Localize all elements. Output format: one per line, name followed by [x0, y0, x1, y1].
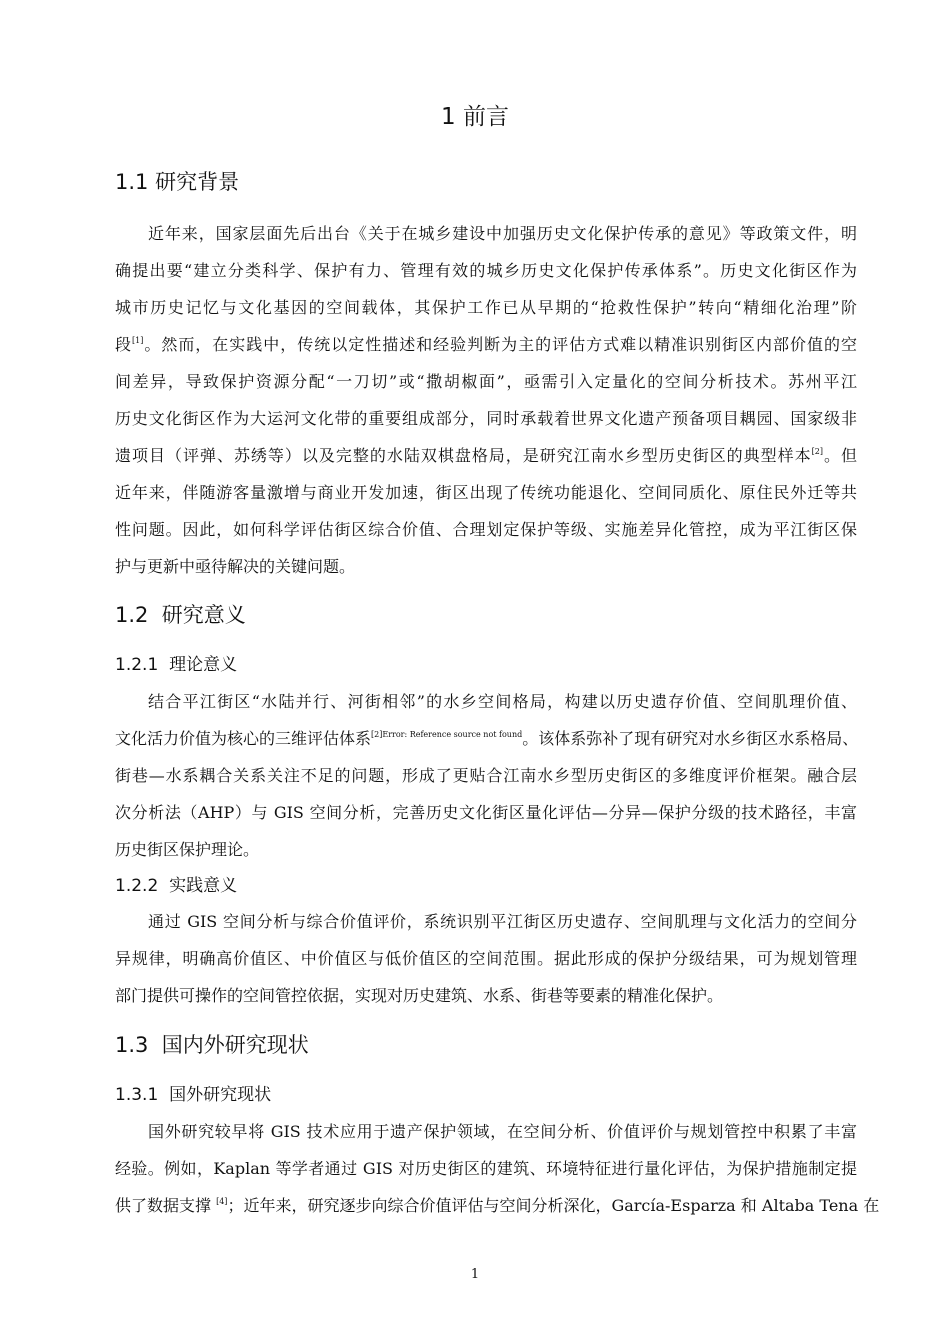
page-number: 1 [470, 1267, 480, 1282]
paragraph-line: 近年来，国家层面先后出台《关于在城乡建设中加强历史文化保护传承的意见》等政策文件，明 [148, 224, 857, 243]
paragraph-line: 部门提供可操作的空间管控依据，实现对历史建筑、水系、街巷等要素的精准化保护。 [115, 986, 724, 1005]
section-heading-1-2: 1.2 研究意义 [115, 603, 246, 627]
paragraph-line: 经验。例如，Kaplan 等学者通过 GIS 对历史街区的建筑、环境特征进行量化评估，为保护措施制定提 [115, 1159, 857, 1178]
citation-marker: [2]Error: Reference source not found [371, 730, 523, 739]
text-run: 供了数据支撑 [115, 1196, 217, 1215]
paragraph-line: 结合平江街区“水陆并行、河街相邻”的水乡空间格局，构建以历史遗存价值、空间肌理价值、 [148, 692, 857, 711]
text-run: 。但 [823, 446, 857, 465]
paragraph-line: 城市历史记忆与文化基因的空间载体，其保护工作已从早期的“抢救性保护”转向“精细化治理”阶 [115, 298, 857, 317]
text-run: 文化活力价值为核心的三维评估体系 [115, 729, 372, 748]
paragraph-line: 间差异，导致保护资源分配“一刀切”或“撒胡椒面”，亟需引入定量化的空间分析技术。苏州平江 [115, 372, 857, 391]
paragraph-line: 历史街区保护理论。 [115, 840, 260, 859]
paragraph-line: 性问题。因此，如何科学评估街区综合价值、合理划定保护等级、实施差异化管控，成为平江街区保 [115, 520, 857, 539]
paragraph-line: 历史文化街区作为大运河文化带的重要组成部分，同时承载着世界文化遗产预备项目耦园、国家级非 [115, 409, 857, 428]
section-heading-1-1: 1.1 研究背景 [115, 170, 240, 194]
paragraph-line: 次分析法（AHP）与 GIS 空间分析，完善历史文化街区量化评估—分异—保护分级的技术路径，丰富 [115, 803, 857, 822]
subsection-heading-1-3-1: 1.3.1 国外研究现状 [115, 1085, 272, 1105]
paragraph-line [115, 1194, 880, 1218]
text-run: 。该体系弥补了现有研究对水乡街区水系格局、 [522, 729, 859, 748]
text-run: ；近年来，研究逐步向综合价值评估与空间分析深化，García-Esparza 和 Altaba Tena 在 [227, 1196, 880, 1215]
paragraph-line: 确提出要“建立分类科学、保护有力、管理有效的城乡历史文化保护传承体系”。历史文化街区作为 [115, 261, 857, 280]
citation-marker: [1] [132, 336, 144, 345]
chapter-title: 1 前言 [441, 104, 509, 130]
paragraph-line: 通过 GIS 空间分析与综合价值评价，系统识别平江街区历史遗存、空间肌理与文化活力的空间分 [148, 912, 857, 931]
section-heading-1-3: 1.3 国内外研究现状 [115, 1033, 309, 1057]
paragraph-line: 近年来，伴随游客量激增与商业开发加速，街区出现了传统功能退化、空间同质化、原住民外迁等共 [115, 483, 857, 502]
citation-marker: [2] [811, 447, 823, 456]
paragraph-line [115, 333, 857, 357]
text-run: 遗项目（评弹、苏绣等）以及完整的水陆双棋盘格局，是研究江南水乡型历史街区的典型样本 [115, 446, 812, 465]
paragraph-line: 国外研究较早将 GIS 技术应用于遗产保护领域，在空间分析、价值评价与规划管控中积累了丰富 [148, 1122, 857, 1141]
subsection-heading-1-2-2: 1.2.2 实践意义 [115, 876, 238, 896]
paragraph-line: 街巷—水系耦合关系关注不足的问题，形成了更贴合江南水乡型历史街区的多维度评价框架。融合层 [115, 766, 857, 785]
paragraph-line: 护与更新中亟待解决的关键问题。 [115, 557, 356, 576]
text-run: 。然而，在实践中，传统以定性描述和经验判断为主的评估方式难以精准识别街区内部价值的空 [143, 335, 857, 354]
paragraph-line [115, 727, 857, 751]
citation-marker: [4] [216, 1197, 228, 1206]
subsection-heading-1-2-1: 1.2.1 理论意义 [115, 655, 238, 675]
paragraph-line [115, 444, 857, 468]
paragraph-line: 异规律，明确高价值区、中价值区与低价值区的空间范围。据此形成的保护分级结果，可为规划管理 [115, 949, 857, 968]
text-run: 段 [115, 335, 132, 354]
